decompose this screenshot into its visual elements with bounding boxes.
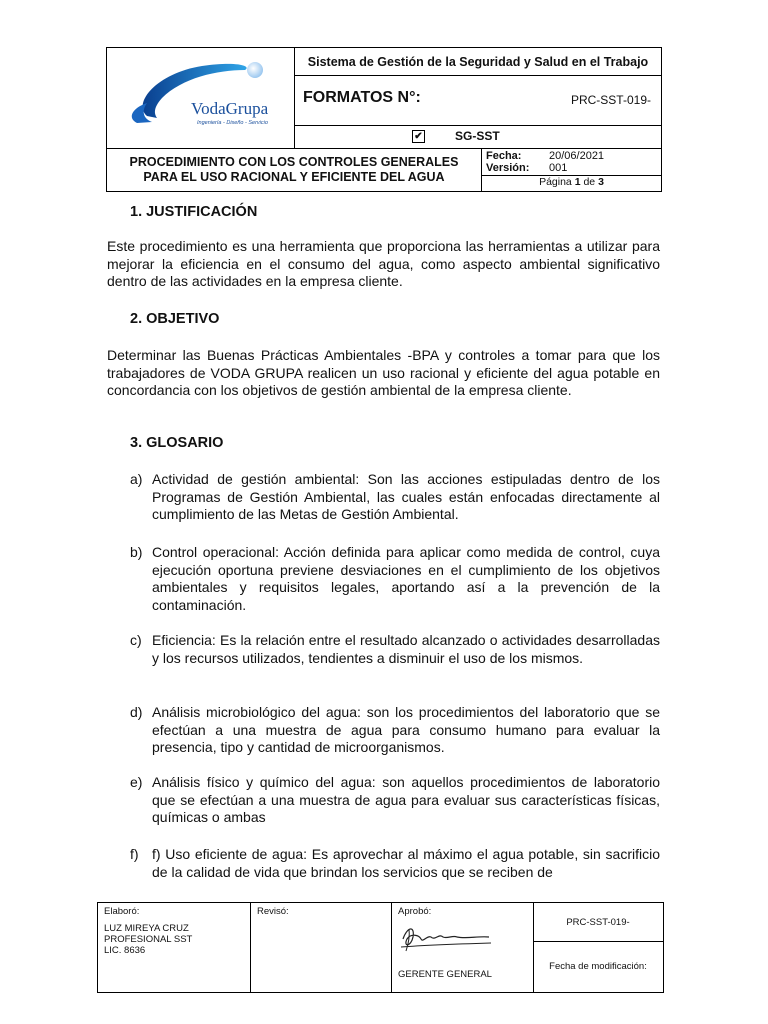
sg-sst-label: SG-SST <box>455 128 500 143</box>
document-footer <box>97 902 664 993</box>
company-logo <box>107 48 294 143</box>
svg-text:Ingeniería - Diseño - Servicio: Ingeniería - Diseño - Servicio <box>197 120 268 126</box>
aprobo-cell: Aprobó: GERENTE GENERAL <box>391 903 534 992</box>
document-header <box>106 47 662 192</box>
glossary-item: c) Eficiencia: Es la relación entre el resultado alcanzado o actividades desarrolladas y los recursos utilizados, tendientes a disminuir el uso de los mismos. <box>130 632 660 666</box>
formats-cell <box>295 76 662 125</box>
glossary-item: f) f) Uso eficiente de agua: Es aprovechar al máximo el agua potable, sin sacrificio de la calidad de vida que brindan los servicios que se reciben de <box>130 846 660 880</box>
section-heading-objetivo: 2. OBJETIVO <box>130 311 220 327</box>
procedure-title: PROCEDIMIENTO CON LOS CONTROLES GENERALES PARA EL USO RACIONAL Y EFICIENTE DEL AGUA <box>107 149 482 191</box>
svg-text:VodaGrupa: VodaGrupa <box>191 99 269 118</box>
elaboro-cell: Elaboró: LUZ MIREYA CRUZ PROFESIONAL SST LIC. 8636 <box>98 903 251 992</box>
reviso-cell: Revisó: <box>250 903 392 992</box>
section-heading-glosario: 3. GLOSARIO <box>130 435 224 451</box>
formats-label: FORMATOS N°: <box>303 89 421 107</box>
glossary-item: a) Actividad de gestión ambiental: Son las acciones estipuladas dentro de los Programas de Gestión Ambiental, las cuales están enfocadas directamente al cumplimiento de las Metas de Gestión Ambiental. <box>130 471 660 522</box>
system-name: Sistema de Gestión de la Seguridad y Salud en el Trabajo <box>295 48 662 76</box>
footer-code-cell: PRC-SST-019- <box>533 903 663 942</box>
glossary-item: d) Análisis microbiológico del agua: son los procedimientos del laboratorio que se efectúan a una muestra de agua para consumo humano para evaluar la presencia, tipo y cantidad de microorganismos. <box>130 704 660 755</box>
checkbox-checked-icon: ✔ <box>412 130 425 143</box>
section-text-justificacion: Este procedimiento es una herramienta que proporciona las herramientas a utilizar para mejorar la eficiencia en el consumo del agua, como aspecto ambiental significativo dentro de las actividades en la empresa cliente. <box>107 238 660 289</box>
fecha-label: Fecha: <box>486 149 522 162</box>
glossary-item: b) Control operacional: Acción definida para aplicar como medida de control, cuya ejecución oportuna previene desviaciones en el cumplimiento de los objetivos ambientales y requisitos legales, aportando así a la prevención de la contaminación. <box>130 544 660 613</box>
signature-image <box>397 917 497 953</box>
page-indicator: Página 1 de 3 <box>539 176 604 189</box>
sg-sst-cell <box>295 125 662 148</box>
logo-cell <box>107 48 295 149</box>
glossary-item: e) Análisis físico y químico del agua: son aquellos procedimientos de laboratorio que se efectúan a una muestra de agua para evaluar sus características físicas, químicas o ambas <box>130 774 660 825</box>
version-value: 001 <box>549 162 568 175</box>
modification-date-cell: Fecha de modificación: <box>549 961 647 972</box>
fecha-value: 20/06/2021 <box>549 149 605 162</box>
version-label: Versión: <box>486 162 530 175</box>
format-code: PRC-SST-019- <box>570 93 651 108</box>
section-heading-justificacion: 1. JUSTIFICACIÓN <box>130 204 258 220</box>
document-meta <box>482 149 661 189</box>
section-text-objetivo: Determinar las Buenas Prácticas Ambientales -BPA y controles a tomar para que los trabajadores de VODA GRUPA realicen un uso racional y eficiente del agua potable en concordancia con los objetivos de gestión ambiental de la empresa cliente. <box>107 347 660 398</box>
procedure-row <box>107 149 661 191</box>
